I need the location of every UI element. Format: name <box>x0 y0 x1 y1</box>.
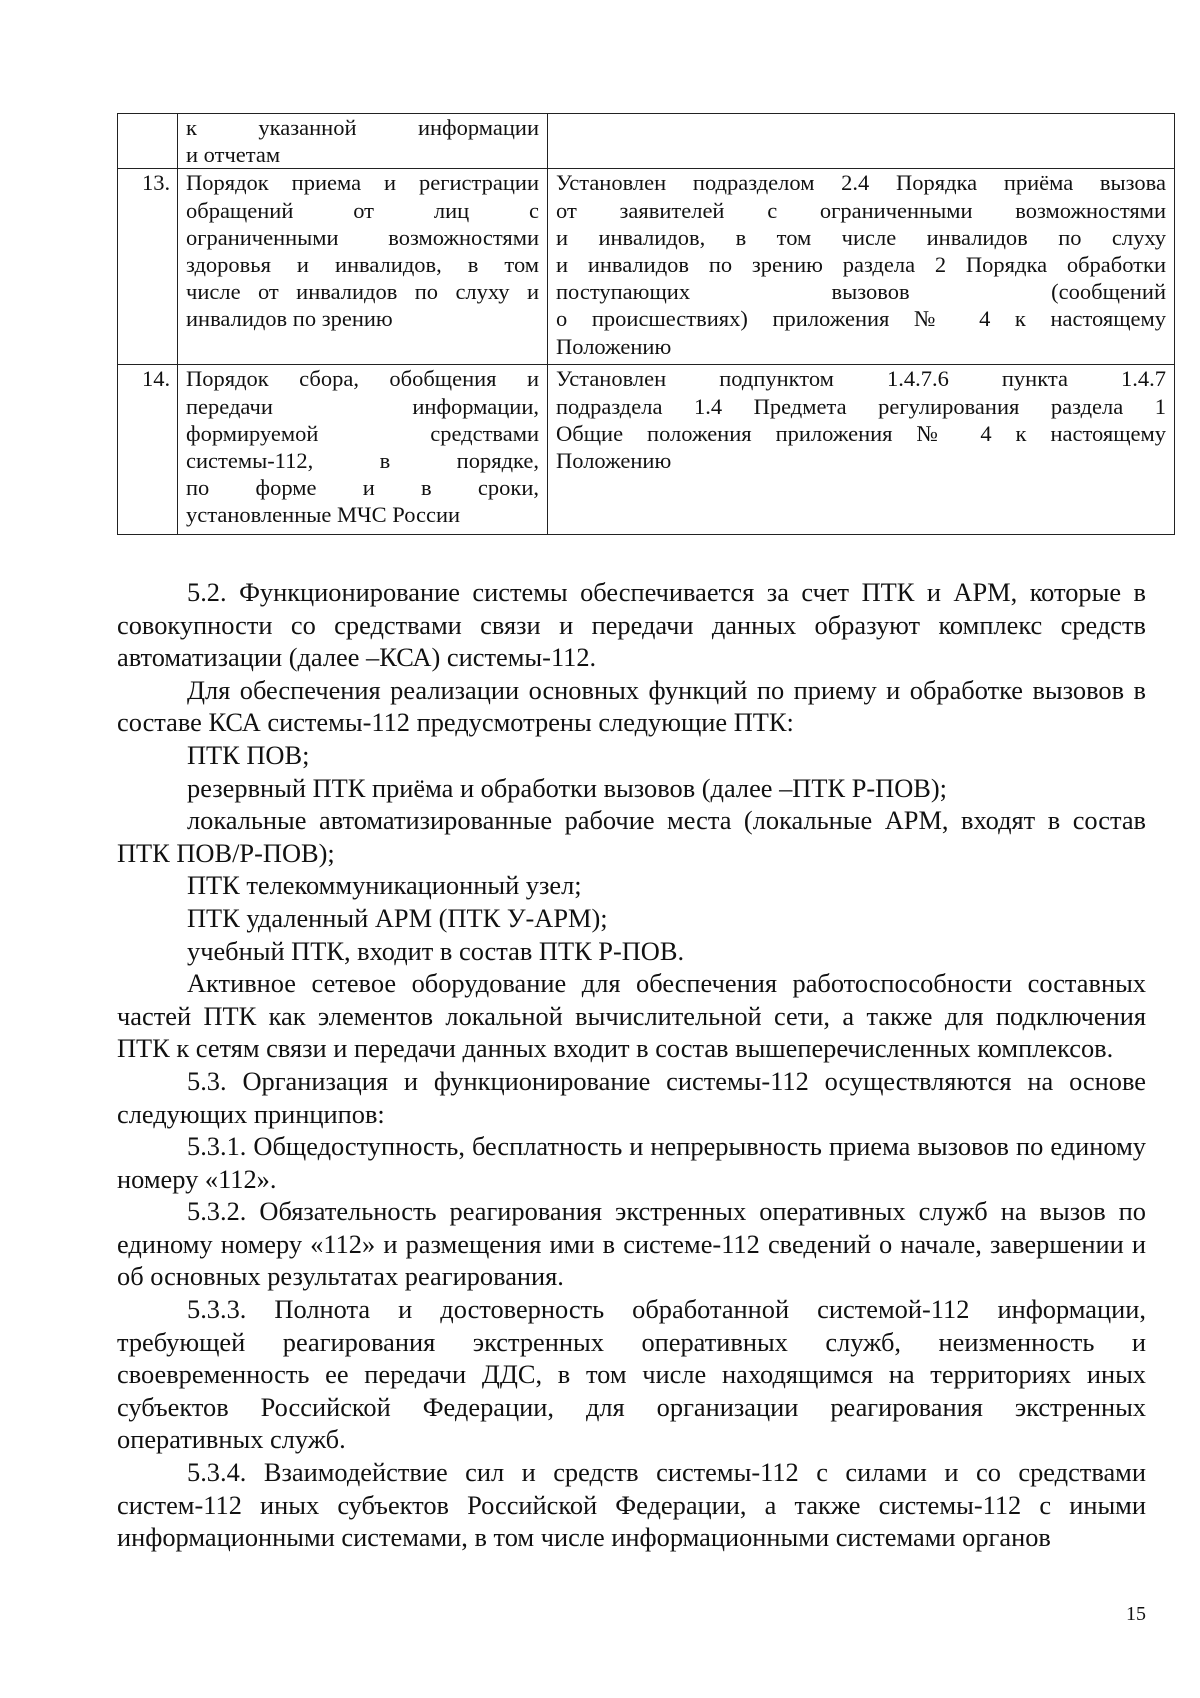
cell-line: Общие положения приложения № 4 к настоящему <box>556 420 1166 446</box>
cell-line: здоровья и инвалидов, в том <box>186 252 539 278</box>
row-name-cell <box>178 169 548 365</box>
paragraph: ПТК ПОВ; <box>187 739 310 770</box>
cell-line: передачи информации, <box>186 393 539 419</box>
page-number: 15 <box>1126 1603 1146 1625</box>
paragraph: 5.3.3. Полнота и достоверность обработанной системой-112 информации, требующей реагирования экстренных оперативных служб, неизменность и своевременность ее передачи ДДС, в том числе находящимся на территориях иных субъектов Российской Федерации, для организации реагирования экстренных оперативных служб. <box>117 1294 1146 1455</box>
row-number-cell: 13. <box>118 169 178 365</box>
paragraph: резервный ПТК приёма и обработки вызовов (далее –ПТК Р-ПОВ); <box>187 772 947 803</box>
cell-line: обращений от лиц с <box>186 197 539 223</box>
row-name-cell <box>178 114 548 169</box>
cell-line: числе от инвалидов по слуху и <box>186 279 539 305</box>
paragraph: Для обеспечения реализации основных функций по приему и обработке вызовов в составе КСА системы-112 предусмотрены следующие ПТК: <box>117 674 1146 738</box>
regulation-table <box>117 113 1175 535</box>
table-row <box>118 114 1175 169</box>
cell-line: Установлен подпунктом 1.4.7.6 пункта 1.4.7 <box>556 366 1166 392</box>
cell-line: к указанной информации <box>186 115 539 140</box>
paragraph: 5.3.1. Общедоступность, бесплатность и непрерывность приема вызовов по единому номеру «112». <box>117 1131 1146 1194</box>
row-description-cell <box>548 114 1175 169</box>
paragraph: 5.3.4. Взаимодействие сил и средств системы-112 с силами и со средствами систем-112 иных субъектов Российской Федерации, а также системы-112 с иными информационными системами, в том числе информационными системами органов <box>117 1457 1146 1553</box>
cell-line: по форме и в сроки, <box>186 475 539 501</box>
row-name-cell <box>178 365 548 535</box>
paragraph: ПТК телекоммуникационный узел; <box>187 870 582 901</box>
paragraph: 5.3.2. Обязательность реагирования экстренных оперативных служб на вызов по единому номеру «112» и размещения ими в системе-112 сведений о начале, завершении и об основных результатах реагирования. <box>117 1196 1146 1292</box>
cell-line: формируемой средствами <box>186 420 539 446</box>
cell-line: и инвалидов, в том числе инвалидов по слуху <box>556 224 1166 250</box>
paragraph: 5.3. Организация и функционирование системы-112 осуществляются на основе следующих принципов: <box>117 1065 1146 1129</box>
paragraph: локальные автоматизированные рабочие места (локальные АРМ, входят в состав ПТК ПОВ/Р-ПОВ); <box>117 805 1146 868</box>
cell-line: поступающих вызовов (сообщений <box>556 279 1166 305</box>
cell-line: инвалидов по зрению <box>186 306 393 332</box>
cell-line: ограниченными возможностями <box>186 224 539 250</box>
cell-line: и инвалидов по зрению раздела 2 Порядка обработки <box>556 252 1166 278</box>
body-text <box>117 576 1146 1554</box>
table-row <box>118 169 1175 365</box>
row-number-cell: 14. <box>118 365 178 535</box>
cell-line: Положению <box>556 448 672 474</box>
paragraph: учебный ПТК, входит в состав ПТК Р-ПОВ. <box>187 935 685 966</box>
row-number-cell <box>118 114 178 169</box>
cell-line: от заявителей с ограниченными возможностями <box>556 197 1166 223</box>
cell-line: системы-112, в порядке, <box>186 448 539 474</box>
cell-line: Установлен подразделом 2.4 Порядка приёма вызова <box>556 170 1166 196</box>
cell-line: Порядок сбора, обобщения и <box>186 366 539 392</box>
row-description-cell <box>548 169 1175 365</box>
paragraph: Активное сетевое оборудование для обеспечения работоспособности составных частей ПТК как элементов локальной вычислительной сети, а также для подключения ПТК к сетям связи и передачи данных входит в состав вышеперечисленных комплексов. <box>117 968 1146 1064</box>
cell-line: о происшествиях) приложения № 4 к настоящему <box>556 306 1166 332</box>
cell-line: Положению <box>556 333 672 359</box>
cell-line: Порядок приема и регистрации <box>186 170 539 196</box>
row-description-cell <box>548 365 1175 535</box>
cell-line: и отчетам <box>186 142 281 168</box>
paragraph: 5.2. Функционирование системы обеспечивается за счет ПТК и АРМ, которые в совокупности со средствами связи и передачи данных образуют комплекс средств автоматизации (далее –КСА) системы-112. <box>117 577 1146 673</box>
cell-line: установленные МЧС России <box>186 502 461 528</box>
table-row <box>118 365 1175 535</box>
cell-line: подраздела 1.4 Предмета регулирования раздела 1 <box>556 393 1166 419</box>
paragraph: ПТК удаленный АРМ (ПТК У-АРМ); <box>187 902 608 933</box>
